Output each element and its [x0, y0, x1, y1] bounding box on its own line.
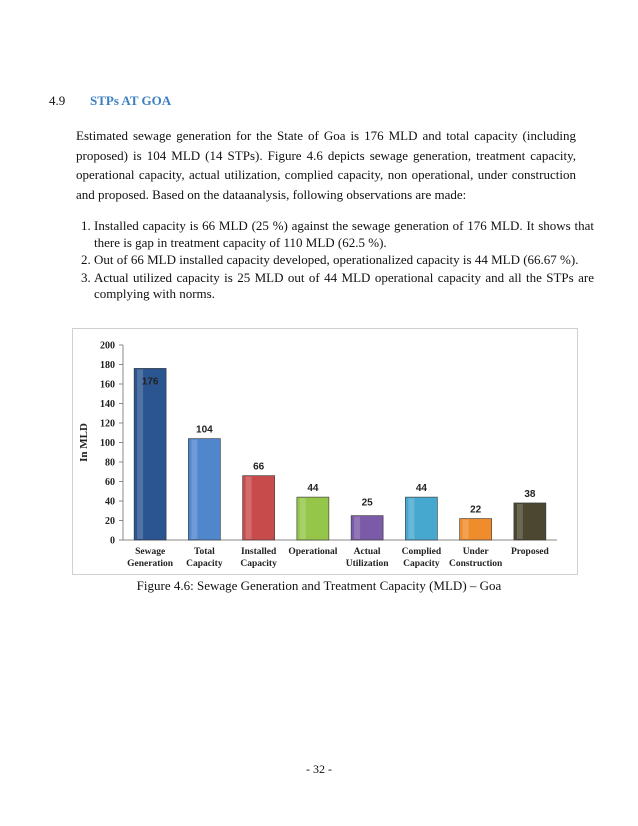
figure-caption: Figure 4.6: Sewage Generation and Treatment Capacity (MLD) – Goa [136, 578, 502, 593]
section-heading [49, 93, 171, 109]
category-label: Installed [240, 547, 277, 557]
category-label: Total [193, 547, 215, 557]
observation-item: 3. Actual utilized capacity is 25 MLD out of 44 MLD operational capacity and all the STPs are complying with norms. [94, 270, 594, 303]
y-tick-label: 60 [105, 477, 115, 488]
data-label: 38 [524, 488, 536, 500]
bar-highlight [246, 477, 252, 539]
y-tick-label: 100 [100, 438, 115, 449]
data-label: 25 [361, 497, 373, 509]
data-label: 176 [141, 376, 159, 388]
y-tick-label: 180 [100, 360, 115, 371]
y-tick-label: 40 [105, 496, 115, 508]
data-label: 22 [470, 504, 482, 516]
y-tick-label: 160 [100, 379, 115, 391]
bar-highlight [408, 498, 414, 539]
category-label: Under [462, 547, 489, 557]
y-tick-label: 200 [100, 340, 115, 352]
section-number: 4.9 [49, 93, 66, 108]
y-tick-label: 20 [105, 516, 115, 527]
category-label: Complied [401, 547, 442, 557]
observations-list [76, 218, 594, 304]
category-label: Utilization [345, 559, 389, 569]
chart-svg [73, 329, 577, 574]
bar-highlight [300, 498, 306, 539]
y-axis-label: In MLD [78, 423, 90, 462]
bar-highlight [463, 520, 469, 539]
data-label: 104 [196, 424, 213, 436]
observation-item: 1. Installed capacity is 66 MLD (25 %) against the sewage generation of 176 MLD. It shows that there is gap in treatment capacity of 110 MLD (62.5 %). [94, 218, 594, 251]
bar-highlight [191, 440, 197, 539]
y-tick-label: 0 [110, 535, 115, 547]
observation-item: 2. Out of 66 MLD installed capacity developed, operationalized capacity is 44 MLD (66.67 %). [94, 252, 594, 269]
category-label: Capacity [186, 559, 223, 569]
data-label: 44 [307, 483, 319, 495]
category-label: Proposed [510, 547, 549, 557]
category-label: Operational [288, 547, 338, 557]
bar-chart [72, 328, 578, 575]
category-label: Capacity [403, 559, 440, 569]
data-label: 44 [415, 483, 427, 495]
y-tick-label: 140 [100, 399, 115, 410]
page-number: - 32 - [306, 762, 332, 776]
bar-highlight [354, 517, 360, 539]
category-label: Construction [448, 559, 503, 569]
category-label: Sewage [135, 547, 166, 557]
y-tick-label: 120 [100, 418, 115, 430]
category-label: Generation [127, 559, 174, 569]
bar-highlight [137, 369, 143, 539]
bar-highlight [517, 504, 523, 539]
section-title: STPs AT GOA [90, 93, 172, 108]
intro-paragraph: Estimated sewage generation for the State of Goa is 176 MLD and total capacity (including proposed) is 104 MLD (14 STPs). Figure 4.6 depicts sewage generation, treatment capacity, operational capacity, actual utilization, complied capacity, non operational, under construction and proposed. Based on the dataanalysis, following observations are made: [76, 128, 576, 202]
data-label: 66 [253, 461, 265, 473]
y-tick-label: 80 [105, 457, 115, 469]
category-label: Capacity [240, 559, 277, 569]
category-label: Actual [353, 547, 381, 557]
